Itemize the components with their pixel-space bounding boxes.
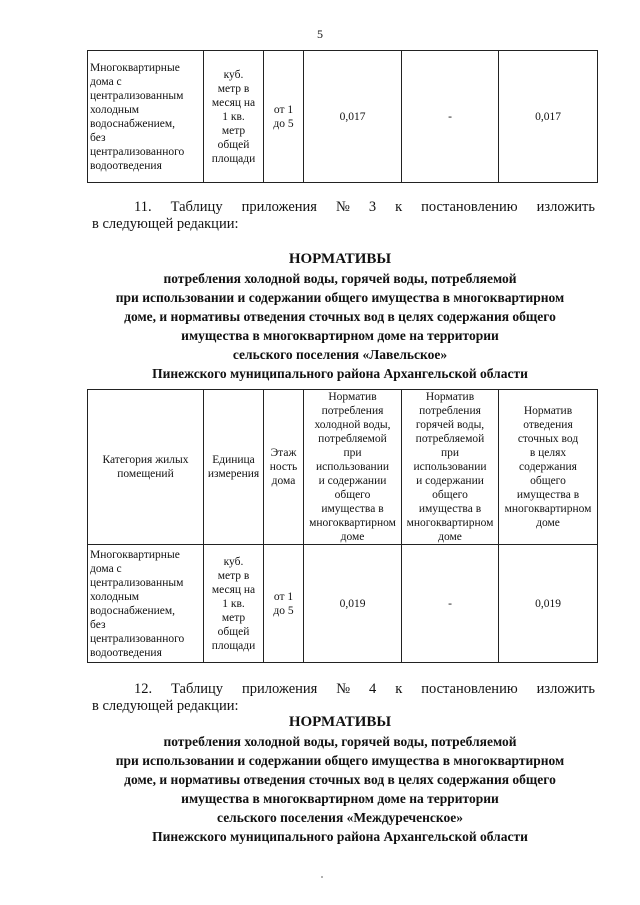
norms-table-continued [87,50,598,183]
cell-text-line: сточных вод [517,433,579,445]
cell-text-line: Единица [212,454,255,466]
category-cell [88,545,204,663]
cell-text-line: без [90,131,106,144]
cell-text-line: Норматив [523,405,573,417]
cell-text-line: общей [217,625,250,638]
cell-text-line: помещений [117,468,174,480]
cell-text-line: при [440,447,460,459]
cell-text-line: от 1 [273,590,294,603]
cell-text-line: использовании [413,461,487,473]
hot-water-norm-cell: - [402,51,499,183]
table-row [88,51,598,183]
header-wastewater-norm [499,390,598,545]
cell-text-line: 1 кв. [222,110,245,123]
unit-cell [204,51,264,183]
item-11-line-2: в следующей редакции: [92,216,239,232]
item-12-line-2: в следующей редакции: [92,698,239,714]
table-header-row [88,390,598,545]
cell-text-line: многоквартирном [504,503,592,515]
header-cold-water-norm [304,390,402,545]
norms-table-lavelskoe [87,389,598,663]
cell-text-line: общего [530,475,566,487]
cell-text-line: отведения [523,419,573,431]
cell-text-line: водоотведения [90,646,162,659]
cell-text-line: 1 кв. [222,597,245,610]
cell-text-line: горячей воды, [415,419,485,431]
norms-heading-lavelskoe: НОРМАТИВЫ потребления холодной воды, горячей воды, потребляемой при использовании и содержании общего имущества в многоквартирном доме, и нормативы отведения сточных вод в целях содержания общего имущества в многоквартирном доме на территории сельского поселения «Лавельское» Пинежского муниципального района Архангельской области [60,250,620,383]
item-12-paragraph [92,681,595,715]
floors-cell [264,545,304,663]
cell-text-line: дома с [90,75,122,88]
table-row [88,545,598,663]
heading-title: НОРМАТИВЫ [288,251,392,267]
heading-title: НОРМАТИВЫ [288,714,392,730]
header-hot-water-norm [402,390,499,545]
cell-text-line: потребления [419,405,481,417]
cell-text-line: метр в [217,569,250,582]
category-cell [88,51,204,183]
cell-text-line: куб. [223,555,244,568]
cell-text-line: и содержании [416,475,484,487]
cell-text-line: имущества в [321,503,384,515]
item-11-line-1: 11. Таблицу приложения № 3 к постановлению изложить [134,199,595,215]
cell-text-line: Норматив [425,391,475,403]
hot-water-norm-cell: - [402,545,499,663]
cell-text-line: ность [269,461,298,473]
cell-text-line: потребления [321,405,384,417]
cell-text-line: Многоквартирные [90,61,180,74]
cell-text-line: дома [271,475,296,487]
unit-cell [204,545,264,663]
cell-text-line: потребляемой [318,433,387,445]
cell-text-line: Многоквартирные [90,548,180,561]
cell-text-line: водоснабжением, [90,604,176,617]
cell-text-line: холодной воды, [314,419,391,431]
cell-text-line: площади [211,639,256,652]
header-unit [204,390,264,545]
cell-text-line: водоснабжением, [90,117,176,130]
cell-text-line: и содержании [318,475,387,487]
cell-text-line: Этаж [270,447,297,459]
cell-text-line: имущества в [418,503,482,515]
cell-text-line: Категория жилых [102,454,189,466]
header-floors [264,390,304,545]
wastewater-norm-cell: 0,019 [499,545,598,663]
scan-speck [321,876,323,878]
cell-text-line: куб. [223,68,244,81]
cell-text-line: общего [432,489,468,501]
cell-text-line: многоквартирном [309,517,396,529]
header-category [88,390,204,545]
cell-text-line: от 1 [273,103,294,116]
page-number: 5 [317,27,323,41]
cell-text-line: доме [340,531,365,543]
cell-text-line: в целях [529,447,567,459]
item-11-paragraph [92,199,595,233]
cold-water-norm-cell: 0,019 [304,545,402,663]
cell-text-line: доме [536,517,560,529]
item-12-line-1: 12. Таблицу приложения № 4 к постановлению изложить [134,681,595,697]
cell-text-line: до 5 [273,604,294,617]
cell-text-line: Норматив [328,391,377,403]
cell-text-line: доме [438,531,462,543]
floors-cell [264,51,304,183]
cell-text-line: метр [221,124,246,137]
cell-text-line: месяц на [211,583,256,596]
cell-text-line: без [90,618,106,631]
cell-text-line: водоотведения [90,159,162,172]
cell-text-line: общей [217,138,250,151]
cell-text-line: общего [334,489,371,501]
cold-water-norm-cell: 0,017 [304,51,402,183]
cell-text-line: содержания [519,461,577,473]
cell-text-line: дома с [90,562,122,575]
cell-text-line: многоквартирном [406,517,494,529]
cell-text-line: месяц на [211,96,256,109]
cell-text-line: имущества в [516,489,580,501]
cell-text-line: централизованным [90,89,184,102]
cell-text-line: потребляемой [415,433,485,445]
cell-text-line: централизованного [90,632,185,645]
cell-text-line: при [343,447,362,459]
cell-text-line: централизованным [90,576,184,589]
cell-text-line: метр в [217,82,250,95]
cell-text-line: измерения [207,468,260,480]
cell-text-line: централизованного [90,145,185,158]
cell-text-line: холодным [90,103,140,116]
norms-heading-mezhdurechenskoe: НОРМАТИВЫ потребления холодной воды, горячей воды, потребляемой при использовании и содержании общего имущества в многоквартирном доме, и нормативы отведения сточных вод в целях содержания общего имущества в многоквартирном доме на территории сельского поселения «Междуреченское» Пинежского муниципального района Архангельской области [60,713,620,846]
cell-text-line: площади [211,152,256,165]
cell-text-line: холодным [90,590,140,603]
cell-text-line: до 5 [273,117,294,130]
wastewater-norm-cell: 0,017 [499,51,598,183]
cell-text-line: метр [221,611,246,624]
cell-text-line: использовании [315,461,390,473]
